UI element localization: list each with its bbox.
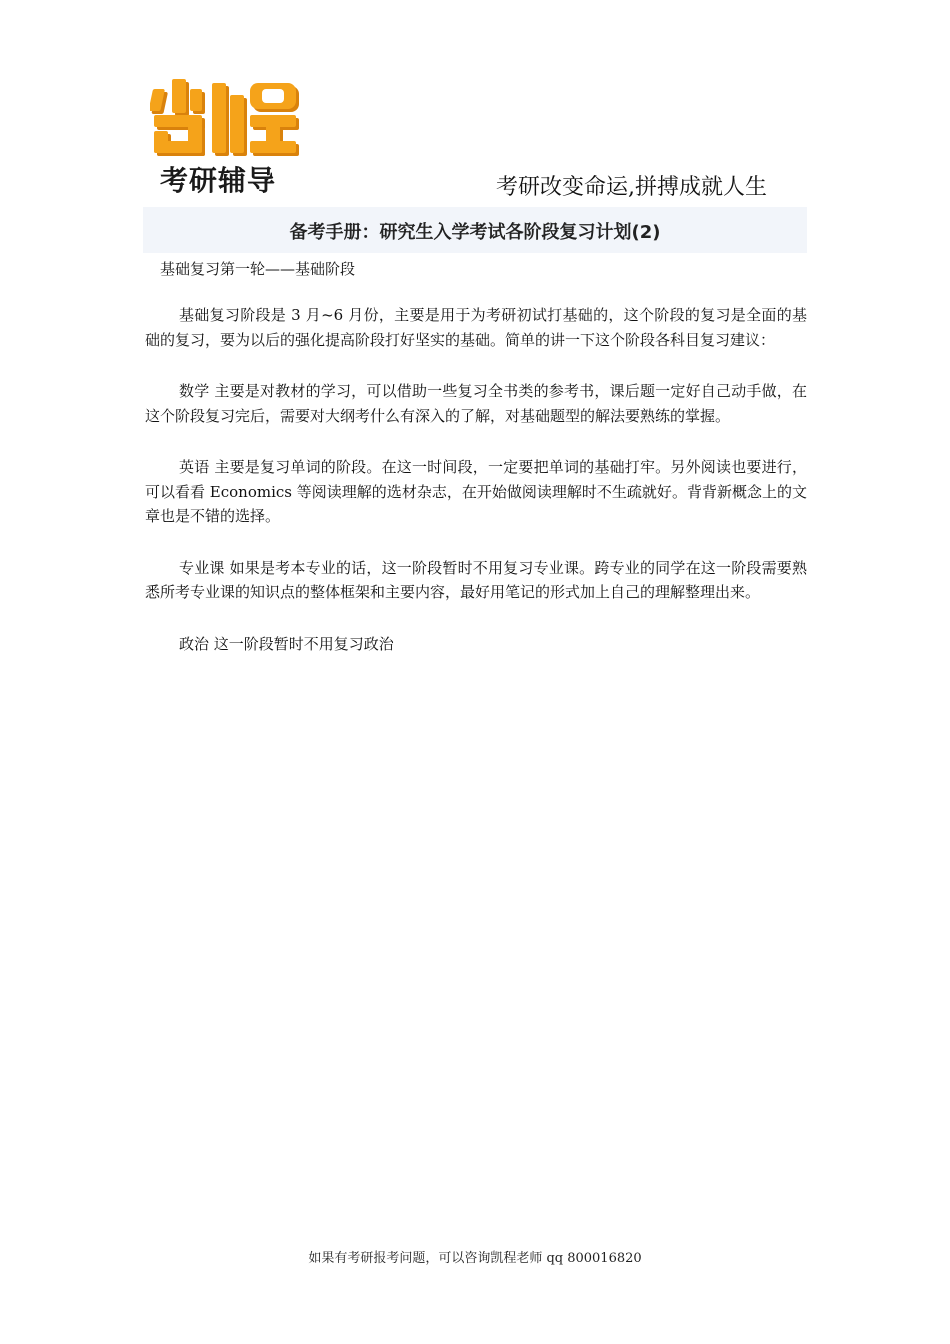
section-heading: 基础复习第一轮——基础阶段: [160, 260, 356, 278]
document-title: 备考手册：研究生入学考试各阶段复习计划(2): [289, 222, 661, 243]
paragraph-major: 专业课 如果是考本专业的话，这一阶段暂时不用复习专业课。跨专业的同学在这一阶段需要熟悉所考专业课的知识点的整体框架和主要内容，最好用笔记的形式加上自己的理解整理出来。: [145, 558, 807, 601]
brand-logo: [150, 75, 302, 197]
document-body: [145, 303, 807, 683]
paragraph-english: 英语 主要是复习单词的阶段。在这一时间段，一定要把单词的基础打牢。另外阅读也要进行，可以看看 Economics 等阅读理解的选材杂志，在开始做阅读理解时不生疏就好。背背新概念上的文章也是不错的选择。: [145, 458, 807, 525]
paragraph-math: 数学 主要是对教材的学习，可以借助一些复习全书类的参考书，课后题一定好自己动手做，在这个阶段复习完后，需要对大纲考什么有深入的了解，对基础题型的解法要熟练的掌握。: [145, 382, 807, 425]
title-band: [143, 207, 807, 253]
brand-logo-mark: [150, 75, 302, 160]
header-slogan: 考研改变命运,拼搏成就人生: [496, 175, 767, 200]
paragraph-politics: 政治 这一阶段暂时不用复习政治: [179, 634, 394, 653]
page-footer: 如果有考研报考问题，可以咨询凯程老师 qq 800016820: [308, 1251, 642, 1266]
paragraph-intro: 基础复习阶段是 3 月~6 月份，主要是用于为考研初试打基础的，这个阶段的复习是全面的基础的复习，要为以后的强化提高阶段打好坚实的基础。简单的讲一下这个阶段各科目复习建议：: [145, 306, 807, 349]
brand-logo-text: 考研辅导: [160, 164, 277, 197]
